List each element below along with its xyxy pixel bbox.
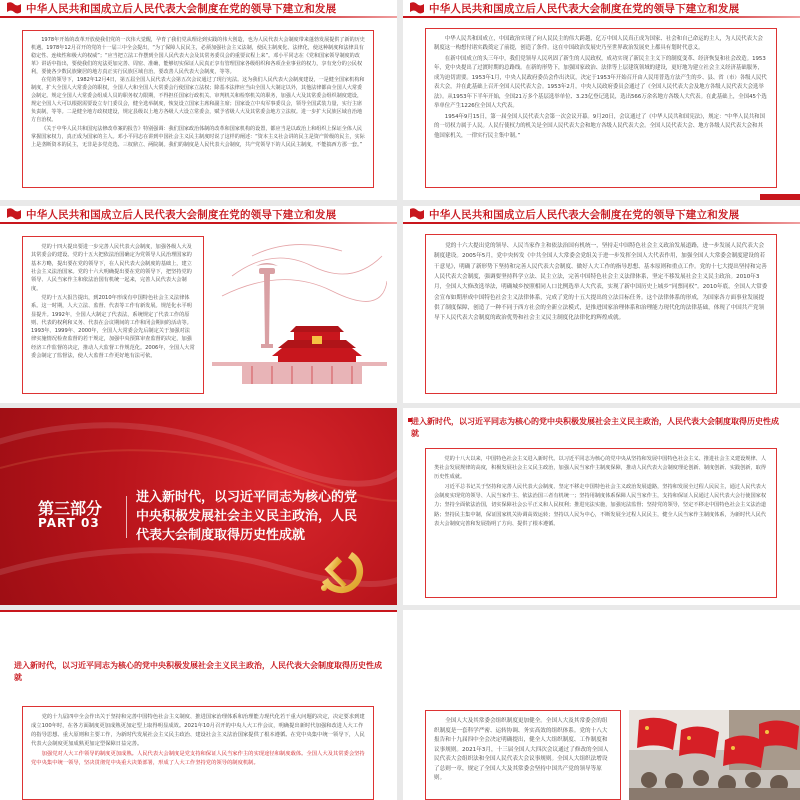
slide-header <box>0 206 397 228</box>
paragraph-highlight: 加强党对人大工作领导的制度更加成熟。人民代表大会制度是党支持和保证人民当家作主的实现途径和制度载体。全国人大及其常委会坚持党中央集中统一领导，坚决贯彻党中央重大决策部署，形成了人大工作坚持党的领导的制度机制。 <box>31 751 365 766</box>
slide-thumbnail-7[interactable] <box>0 610 397 800</box>
paragraph: 党的十八大以来，中国特色社会主义进入新时代。以习近平同志为核心的党中央从坚持和发展中国特色社会主义、推进社会主义建设规律、人类社会发展规律的高度，积极发展社会主义民主政治，加强人民当家作主制度保障，推动人民代表大会制度理论创新、制度创新、实践创新，取得历史性成就。 <box>434 456 767 481</box>
slide-header <box>403 0 800 22</box>
hammer-sickle-icon <box>312 544 366 598</box>
text-box <box>22 706 374 800</box>
slide-thumbnail-8[interactable] <box>403 610 800 800</box>
text-box <box>22 236 204 394</box>
text-box <box>425 710 621 800</box>
slide-thumbnail-2[interactable] <box>403 0 800 200</box>
paragraph: 习近平总书记关于坚持和完善人民代表大会制度、坚定不移走中国特色社会主义政治发展道路，坚持和发展全过程人民民主，通过人民代表大会制度实现党的领导、人民当家作主、依法治国三者有机统一；坚持用制度体系保障人民当家作主，支持和保证人民通过人民代表大会行使国家权力；坚持全面依法治国，切实保障社会公平正义和人民权利；推进宪法实施，加强宪法监督；坚持党的领导，坚定不移走中国特色社会主义法治道路；坚持民主集中制，保证国家机关协调高效运转；坚持以人民为中心，不断发展全过程人民民主，健全人民当家作主制度体系，为新时代人民代表大会制度完善和发展指明了方向、提供了根本遵循。 <box>434 484 767 527</box>
text-box <box>425 448 777 598</box>
text-box <box>425 28 777 188</box>
flag-icon <box>6 2 22 15</box>
slide-thumbnail-3[interactable] <box>0 206 397 403</box>
flag-icon <box>409 208 425 221</box>
paragraph: 党的十五大报告提出，到2010年形成有中国特色社会主义法律体系。这一时期，人大立法、监督、代表等工作有新发展。规范化水平明显提升。1992年，全国人大制定了代表法，系统规定了代表工作的原则、代表的权利和义务、代表在会议期间的工作和闭会期间的活动等。1993年、1999年、2000年，全国人大常委会先后制定关于加强对法律实施情况检查监督的若干规定，加强中央预算审查监督的决定，加强经济工作监督的决定，推动人大监督工作规范化。2006年，全国人大常委会制定了监督法，使人大监督工作更好地有法可依。 <box>31 294 195 360</box>
header-rule <box>403 16 800 18</box>
header-rule <box>0 222 397 224</box>
vertical-divider <box>126 496 127 538</box>
slide-title: 中华人民共和国成立后人民代表大会制度在党的领导下建立和发展 <box>26 209 337 221</box>
slide-thumbnail-5[interactable] <box>0 408 397 605</box>
slide-title: 中华人民共和国成立后人民代表大会制度在党的领导下建立和发展 <box>26 3 337 15</box>
paragraph: 1978年开始的改革开放使我们党的一次伟大觉醒，孕育了我们党从理论到实践的伟大创造，也为人民代表大会制度带来蓬勃发展提供了新的历史机遇。1978年12月召开的党的十一届三中全会提出，“为了保障人民民主，必须加强社会主义法制，使民主制度化、法律化，使这种制度和法律具有稳定性、连续性和极大的权威”；“应当把立法工作摆到全国人民代表大会及其常务委员会的重要议程上来”。邓小平同志在《党和国家领导制度的改革》讲话中指出，要使我们的宪法更加完善、周密、准确，能够切实保证人民真正享有管理国家各级组织和各项企业事业的权力，享有充分的公民权利，要使各少数民族聚居的地方真正实行民族区域自治，要改善人民代表大会制度，等等。 <box>31 37 365 75</box>
corner-accent <box>760 194 800 200</box>
slide-header <box>0 0 397 22</box>
slide-title: 中华人民共和国成立后人民代表大会制度在党的领导下建立和发展 <box>429 3 740 15</box>
paragraph: 《关于中华人民共和国宪法修改草案的报告》特别强调：我们国家政治体制的改革和国家机构的设置，都应当是以政治上和组织上保证全体人民掌握国家权力，真正成为国家的主人。邓小平同志在讲到中国社会主义民主制度时说了这样的阐述：“资本主义社会讲的民主是资产阶级的民主，实际上是垄断资本的民主，无非是多党竞选、三权鼎立、两院制。我们的制度是人民代表大会制度，共产党领导下的人民民主制度，不能搞西方那一套。” <box>31 125 365 148</box>
section-headline: 进入新时代，以习近平同志为核心的党中央积极发展社会主义民主政治，人民代表大会制度取得历史性成就 <box>136 490 358 543</box>
text-box <box>22 30 374 188</box>
flag-crowd-photo <box>629 710 800 800</box>
slide-thumbnail-1[interactable] <box>0 0 397 200</box>
part-number: PART 03 <box>38 516 100 530</box>
paragraph: 在新中国成立的头三年中，我们党领导人民巩固了新生的人民政权，成功实现了新民主主义下的制度变革、经济恢复和社会改造。1953年，党中央提出了过渡时期的总路线。在新的形势下，加强国家政治、法律等上层建筑领域的建设，更好地为建立社会主义经济基础服务，成为迫切需要。1953年1月，中央人民政府委员会作出决议，决定于1953年开始召开由人民用普选方法产生的乡、县、省（市）各级人民代表大会，并在此基础上召开全国人民代表大会。1953年2月，中央人民政府委员会通过了《全国人民代表大会及地方各级人民代表大会选举法》。从1953年下半年开始，全国21万多个基层选举单位、3.23亿登记选民，选出566万余名地方各级人大代表。在此基础上，全国45个选举单位产生1226位全国人大代表。 <box>434 55 767 110</box>
paragraph: 党的十六大提出党的领导、人民当家作主和依法治国有机统一，坚持走中国特色社会主义政治发展道路，进一步发展人民代表大会制度建设。2005年5月，党中央转发《中共全国人大常委会党组关于进一步发挥全国人大代表作用，加强全国人大常委会制度建设的若干意见》，明确了新形势下坚持和完善人民代表大会制度、做好人大工作的指导思想、基本原则和重点工作。党的十七大提出坚持和完善人民代表大会制度，强调要坚持科学立法、民主立法，完善中国特色社会主义法律体系，坚定不移发展社会主义民主政治。2010年3月，全国人大修改选举法，明确城乡按照相同人口比例选举人大代表，实现了新中国历史上城乡“同票同权”。2010年底，全国人大常委会宣布如期形成中国特色社会主义法律体系，完成了党的十五大提出的立法目标任务。这个法律体系的形成，为国家各方面事业发展提供了制度保障，创造了一种不同于西方社会的全新立法模式，是推进国家治理体系和治理能力现代化的法律基础，体现了中国共产党领导下人民代表大会制度的政治优势和社会主义民主制度化法律化的辉煌成就。 <box>434 243 768 322</box>
top-accent <box>0 610 397 616</box>
slide-subtitle: 进入新时代，以习近平同志为核心的党中央积极发展社会主义民主政治，人民代表大会制度取得历史性成就 <box>14 661 382 682</box>
slide-header <box>403 206 800 228</box>
paragraph: 在党的领导下，1982年12月4日，第五届全国人民代表大会第五次会议通过了现行宪法。这为我们人民代表大会制度建设，一是健全国家机构和制度，扩大全国人大常委会的职权，全国人大和全国人大常委会行使国家立法权；除基本法律应当由全国人大制定以外，其他法律都由全国人大常委会制定。规定全国人大常委会组成人员的职务权力限期，不得担任国家行政机关、审判机关和检察机关的职务，加强人大及其常委会组织制度建设，规定全国人大可以根据需要设立专门委员会，健全选举制度，恢复设立国家主席和副主席；国家设立中央军事委员会，领导全国武装力量，实行主席负责制，等等。二是健全地方政权建设，规定县级以上地方各级人大设立常委会，赋予省级人大及其常委会地方立法权。进一步扩大民族区域自治地方自治权。 <box>31 77 365 123</box>
header-rule <box>0 16 397 18</box>
paragraph: 党的十九届四中全会作出关于坚持和完善中国特色社会主义制度、推进国家治理体系和治理能力现代化若干重大问题的决定，决定要求到建成立100年时，在各方面制度更加成熟更加定型上取得明显成效。2021年10月召开的中央人大工作会议，明确提出新时代加强和改进人大工作的指导思想、重大原则和主要工作，为新时代发展社会主义民主政治、建设社会主义法治国家提供了根本遵循。在党中央集中统一领导下，人民代表大会制度更加成熟更加定型保障日益完善。 <box>31 714 365 747</box>
paragraph: 党的十四大提出要进一步完善人民代表大会制度，加强各级人大及其常委会的建设。党的十五大把依法治国确定为党领导人民治理国家的基本方略，提出要在党的领导下，在人民代表大会制度的基础上，建立社会主义法治国家。党的十六大明确提出要在党的领导下，把坚持党的领导、人民当家作主和依法治国有机统一起来，完善人民代表大会制度。 <box>31 244 192 292</box>
part-label: 第三部分 <box>38 499 103 518</box>
slide-thumbnail-6[interactable] <box>403 408 800 605</box>
flag-icon <box>409 2 425 15</box>
paragraph: 全国人大及其常委会组织制度更加健全。全国人大及其常委会的组织制度是一套科学严密、运转协调、务实高效的组织体系。党的十八大报告和十九届四中全会决定明确提出，健全人大组织制度、工作制度和议事规则。2021年3月，十三届全国人大四次会议通过了修改的全国人民代表大会组织法和全国人民代表大会议事规则。全国人大组织法增设了总则一章，规定了全国人大及其常委会坚持中国共产党的领导等原则。 <box>434 718 609 781</box>
header-rule <box>403 222 800 224</box>
slide-thumbnail-4[interactable] <box>403 206 800 403</box>
text-box <box>425 234 777 394</box>
paragraph: 1954年9月15日，第一届全国人民代表大会第一次会议开幕。9月20日，会议通过了《中华人民共和国宪法》，规定：“中华人民共和国的一切权力属于人民。人民行使权力的机关是全国人民代表大会和地方各级人民代表大会。全国人民代表大会、地方各级人民代表大会和其他国家机关，一律实行民主集中制。” <box>434 113 765 139</box>
paragraph: 中华人民共和国成立，中国政治实现了向人民民主的伟大跨越，亿万中国人民真正成为国家、社会和自己命运的主人，为人民代表大会制度这一构想付诸实践奠定了前提，创造了条件。这在中国政治发展史乃至世界政治发展史上都具有划时代意义。 <box>434 36 763 52</box>
flag-icon <box>6 208 22 221</box>
tiananmen-illustration <box>212 236 387 394</box>
slide-title: 中华人民共和国成立后人民代表大会制度在党的领导下建立和发展 <box>429 209 740 221</box>
slide-subtitle: 进入新时代，以习近平同志为核心的党中央积极发展社会主义民主政治，人民代表大会制度取得历史性成就 <box>411 417 779 438</box>
